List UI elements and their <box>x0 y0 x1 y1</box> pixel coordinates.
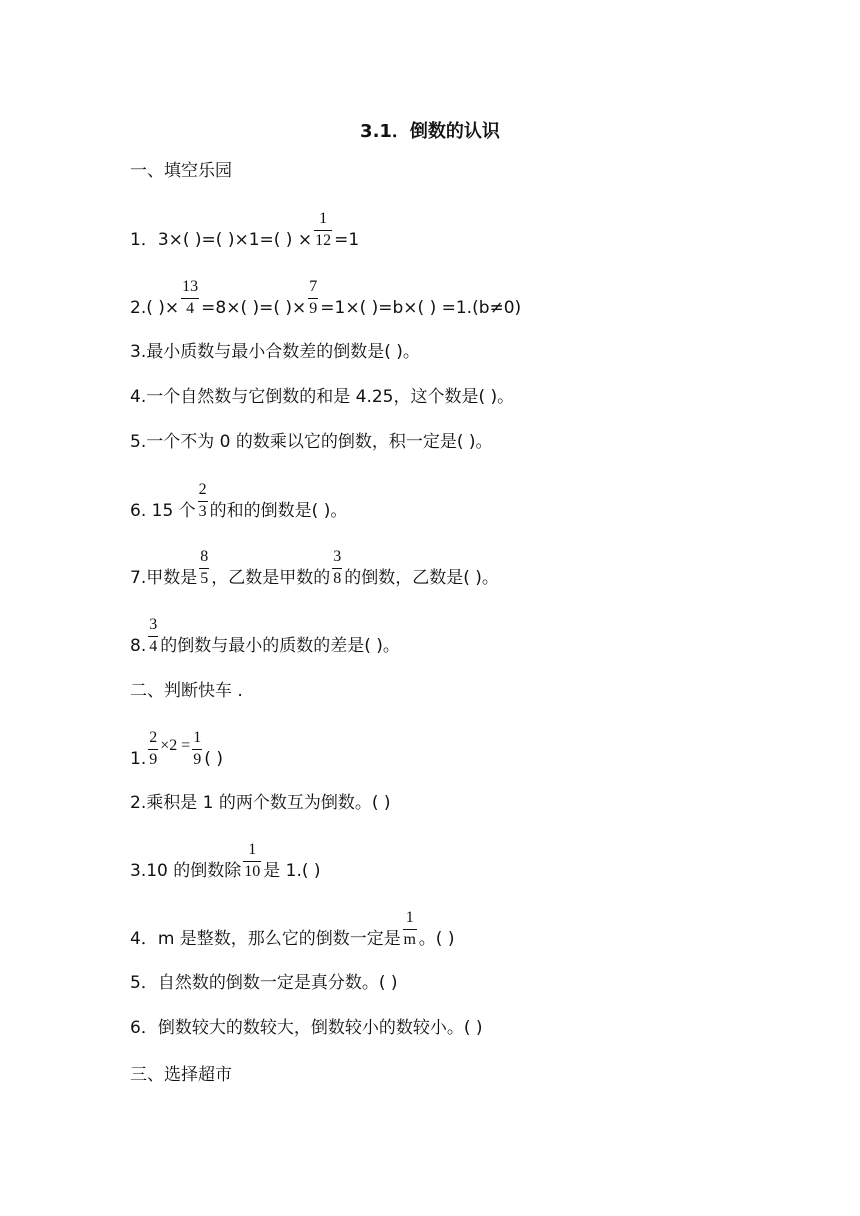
question-7 <box>130 548 499 588</box>
fraction-denominator: 8 <box>333 570 342 587</box>
question-text: 3.10 的倒数除 <box>130 861 242 881</box>
question-text: 。( ) <box>418 929 455 949</box>
page-title: 3.1．倒数的认识 <box>360 121 500 142</box>
question-text: 8. <box>130 636 147 656</box>
fraction-denominator: 3 <box>198 503 207 520</box>
equation-operator: ×2 = <box>160 737 191 754</box>
fraction <box>403 909 417 948</box>
question-text: 4．m 是整数，那么它的倒数一定是 <box>130 929 401 949</box>
judgement-6: 6．倒数较大的数较大，倒数较小的数较小。( ) <box>130 1018 483 1038</box>
judgement-2: 2.乘积是 1 的两个数互为倒数。( ) <box>130 793 391 813</box>
fraction-bar <box>308 298 318 299</box>
fraction <box>198 481 208 520</box>
section-heading-judgement: 二、判断快车 . <box>130 681 243 701</box>
question-text: 的倒数，乙数是( )。 <box>344 568 499 588</box>
question-text: 6. 15 个 <box>130 501 196 521</box>
fraction-bar <box>148 636 158 637</box>
question-5: 5.一个不为 0 的数乘以它的倒数，积一定是( )。 <box>130 432 493 452</box>
fraction-bar <box>403 929 417 930</box>
judgement-5: 5．自然数的倒数一定是真分数。( ) <box>130 973 398 993</box>
fraction-numerator: 1 <box>193 729 202 746</box>
fraction <box>199 548 209 587</box>
question-text: =8×( )=( )× <box>201 298 307 318</box>
fraction-bar <box>199 568 209 569</box>
fraction-bar <box>192 749 202 750</box>
fraction-denominator: 5 <box>200 570 209 587</box>
question-2 <box>130 278 522 318</box>
fraction-denominator: m <box>403 931 416 948</box>
judgement-3 <box>130 841 321 881</box>
question-text: 的和的倒数是( )。 <box>209 501 348 521</box>
fraction-denominator: 9 <box>193 751 202 768</box>
fraction-numerator: 2 <box>198 481 207 498</box>
question-6 <box>130 481 348 521</box>
fraction-denominator: 4 <box>149 638 158 655</box>
fraction-numerator: 1 <box>248 841 257 858</box>
fraction <box>332 548 342 587</box>
question-text: 1. <box>130 749 147 769</box>
question-text: ，乙数是甲数的 <box>211 568 331 588</box>
question-4: 4.一个自然数与它倒数的和是 4.25，这个数是( )。 <box>130 387 515 407</box>
fraction-numerator: 3 <box>333 548 342 565</box>
fraction <box>148 616 158 655</box>
question-text: =1 <box>334 230 360 250</box>
fraction-denominator: 9 <box>309 300 318 317</box>
question-text: ( ) <box>204 749 223 769</box>
fraction-numerator: 7 <box>309 278 318 295</box>
question-text: 是 1.( ) <box>263 861 321 881</box>
fraction-denominator: 10 <box>244 863 261 880</box>
fraction-bar <box>314 230 332 231</box>
fraction <box>192 729 202 768</box>
question-text: 2.( )× <box>130 298 180 318</box>
question-text: 7.甲数是 <box>130 568 198 588</box>
section-heading-choice: 三、选择超市 <box>130 1065 232 1085</box>
question-1 <box>130 210 360 250</box>
question-3: 3.最小质数与最小合数差的倒数是( )。 <box>130 342 420 362</box>
fraction-numerator: 3 <box>149 616 158 633</box>
question-text: =1×( )=b×( ) =1.(b≠0) <box>320 298 522 318</box>
fraction-bar <box>243 861 261 862</box>
fraction <box>243 841 261 880</box>
fraction-denominator: 4 <box>186 300 195 317</box>
fraction-numerator: 2 <box>149 729 158 746</box>
fraction-denominator: 12 <box>315 232 332 249</box>
question-8 <box>130 616 400 656</box>
fraction-numerator: 1 <box>319 210 328 227</box>
fraction <box>148 729 158 768</box>
fraction-bar <box>148 749 158 750</box>
fraction <box>308 278 318 317</box>
fraction-numerator: 13 <box>182 278 199 295</box>
judgement-1 <box>130 729 223 770</box>
fraction-bar <box>198 501 208 502</box>
fraction-numerator: 8 <box>200 548 209 565</box>
section-heading-fill-in: 一、填空乐园 <box>130 161 232 181</box>
fraction <box>181 278 199 317</box>
question-text: 的倒数与最小的质数的差是( )。 <box>160 636 400 656</box>
fraction-numerator: 1 <box>405 909 414 926</box>
fraction <box>314 210 332 249</box>
judgement-4 <box>130 909 455 949</box>
fraction-bar <box>332 568 342 569</box>
fraction-denominator: 9 <box>149 751 158 768</box>
fraction-bar <box>181 298 199 299</box>
question-text: 1．3×( )=( )×1=( ) × <box>130 230 313 250</box>
